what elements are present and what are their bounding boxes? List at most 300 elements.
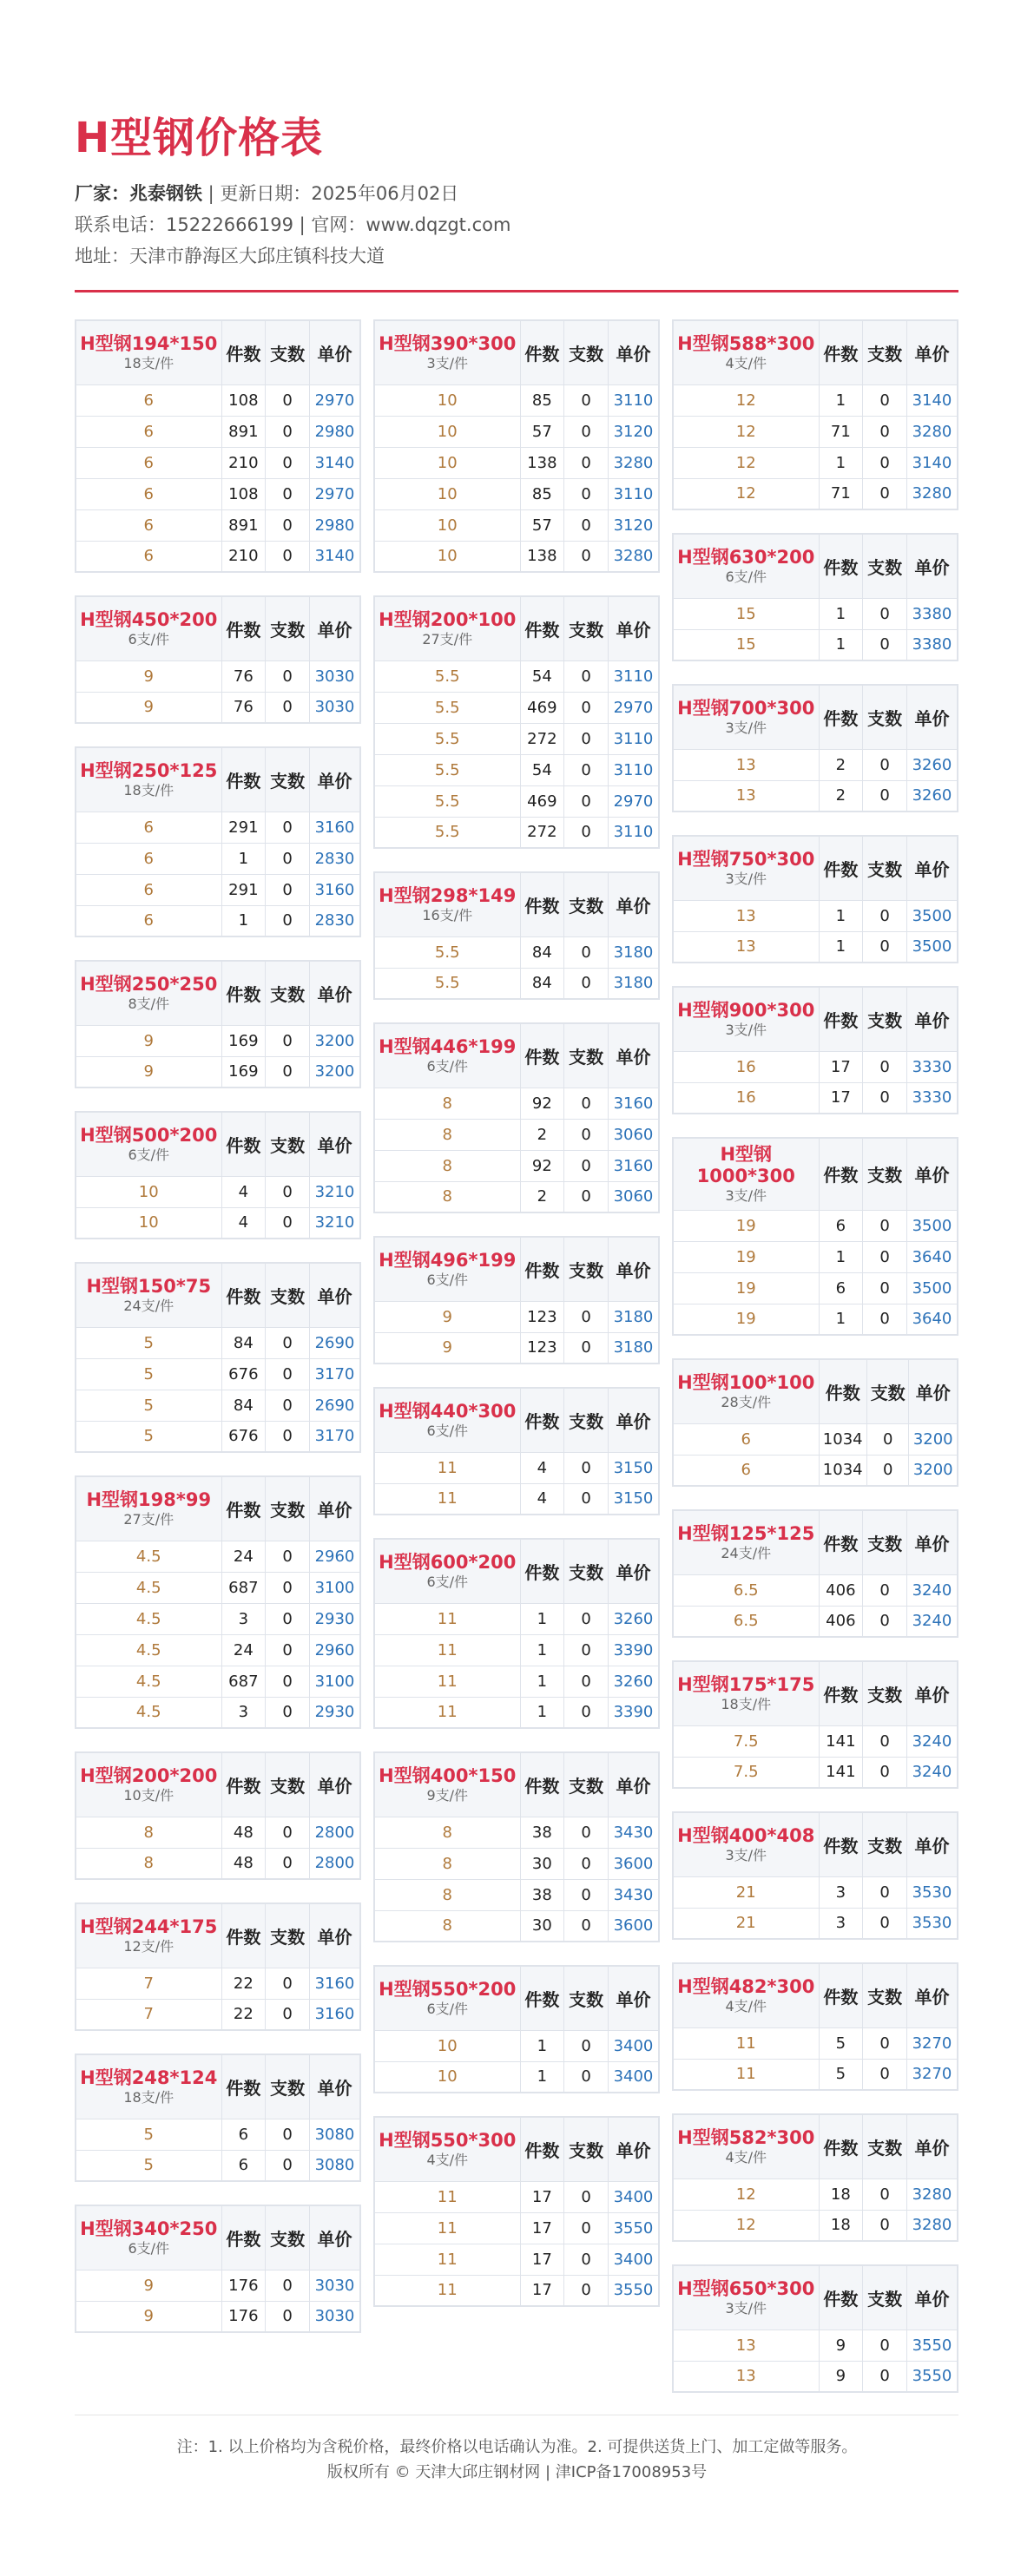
pieces-header: 支数 — [266, 747, 310, 812]
price-cell[interactable]: 3530 — [906, 1908, 958, 1939]
price-header: 单价 — [906, 1963, 958, 2027]
price-cell[interactable]: 3180 — [608, 1301, 659, 1332]
count-cell: 3 — [221, 1697, 266, 1728]
table-row — [76, 874, 360, 905]
price-cell[interactable]: 3140 — [906, 384, 958, 416]
price-cell[interactable]: 2970 — [309, 384, 360, 416]
price-cell[interactable]: 3330 — [906, 1082, 958, 1114]
pieces-cell: 0 — [266, 384, 310, 416]
count-cell: 6 — [819, 1210, 863, 1241]
pieces-cell: 0 — [564, 660, 609, 692]
price-cell[interactable]: 3160 — [608, 1088, 659, 1119]
price-cell[interactable]: 3400 — [608, 2030, 659, 2061]
pieces-cell: 0 — [266, 2270, 310, 2301]
price-cell[interactable]: 3390 — [608, 1697, 659, 1728]
table-row — [374, 1119, 659, 1150]
price-table — [373, 1751, 660, 1942]
price-cell[interactable]: 3400 — [608, 2061, 659, 2093]
table-row — [374, 2181, 659, 2212]
pieces-cell: 0 — [863, 447, 907, 478]
table-row — [673, 2330, 958, 2361]
table-header-row — [673, 2265, 958, 2330]
pieces-header: 支数 — [564, 1388, 609, 1452]
table-row — [673, 749, 958, 780]
count-cell: 1 — [520, 1697, 564, 1728]
price-cell[interactable]: 2800 — [309, 1817, 360, 1848]
price-table — [672, 986, 958, 1114]
price-cell[interactable]: 3160 — [309, 1999, 360, 2030]
table-row — [374, 2244, 659, 2275]
count-cell: 54 — [520, 754, 564, 785]
price-cell[interactable]: 3120 — [608, 416, 659, 447]
weight-cell: 8 — [374, 1088, 520, 1119]
count-cell: 5 — [819, 2059, 863, 2090]
pieces-cell: 0 — [266, 541, 310, 572]
price-table — [75, 1111, 361, 1239]
table-row — [76, 1358, 360, 1390]
pieces-cell: 0 — [266, 1572, 310, 1603]
table-row — [374, 785, 659, 817]
weight-cell: 5 — [76, 2119, 221, 2150]
table-row — [374, 936, 659, 968]
weight-cell: 8 — [374, 1817, 520, 1848]
price-cell[interactable]: 3400 — [608, 2181, 659, 2212]
pieces-cell: 0 — [266, 478, 310, 509]
table-row — [76, 692, 360, 723]
weight-cell: 13 — [673, 749, 819, 780]
product-header — [76, 2054, 221, 2119]
table-row — [673, 2361, 958, 2392]
count-header: 件数 — [520, 1237, 564, 1301]
pieces-header: 支数 — [266, 596, 310, 660]
pieces-cell: 0 — [564, 1301, 609, 1332]
price-cell[interactable]: 3140 — [906, 447, 958, 478]
pieces-header: 支数 — [266, 1903, 310, 1968]
price-cell[interactable]: 3210 — [309, 1207, 360, 1239]
table-row — [673, 2178, 958, 2210]
pieces-cell: 0 — [564, 2181, 609, 2212]
price-cell[interactable]: 3160 — [309, 1968, 360, 1999]
count-cell: 4 — [221, 1176, 266, 1207]
weight-cell: 19 — [673, 1210, 819, 1241]
price-cell[interactable]: 2960 — [309, 1634, 360, 1666]
table-row — [673, 2210, 958, 2241]
price-cell[interactable]: 3110 — [608, 817, 659, 848]
price-cell[interactable]: 3210 — [309, 1176, 360, 1207]
count-cell: 469 — [520, 785, 564, 817]
price-cell[interactable]: 3110 — [608, 478, 659, 509]
price-cell[interactable]: 3550 — [608, 2275, 659, 2306]
product-name: H型钢244*175 — [80, 1916, 218, 1938]
product-header — [374, 320, 520, 384]
price-cell[interactable]: 3280 — [906, 2210, 958, 2241]
count-cell: 1 — [819, 447, 863, 478]
table-header-row — [673, 1812, 958, 1876]
weight-cell: 5 — [76, 1358, 221, 1390]
price-cell[interactable]: 3330 — [906, 1051, 958, 1082]
count-cell: 84 — [221, 1327, 266, 1358]
count-cell: 2 — [520, 1181, 564, 1212]
product-name: H型钢1000*300 — [696, 1144, 795, 1187]
price-cell[interactable]: 3500 — [906, 931, 958, 963]
table-row — [76, 905, 360, 936]
weight-cell: 6 — [76, 541, 221, 572]
page-title: H型钢价格表 — [75, 114, 324, 162]
product-name: H型钢400*150 — [379, 1765, 517, 1787]
count-cell: 138 — [520, 541, 564, 572]
table-row — [673, 629, 958, 660]
pieces-cell: 0 — [863, 2210, 907, 2241]
price-table — [373, 595, 660, 849]
count-cell: 22 — [221, 1968, 266, 1999]
pieces-per-bundle: 6支/件 — [426, 1574, 469, 1591]
count-cell: 272 — [520, 817, 564, 848]
weight-cell: 5.5 — [374, 660, 520, 692]
product-header — [673, 1138, 819, 1210]
count-header: 件数 — [520, 1023, 564, 1088]
count-header: 件数 — [221, 596, 266, 660]
price-cell[interactable]: 3530 — [906, 1876, 958, 1908]
table-header-row — [76, 1903, 360, 1968]
weight-cell: 11 — [673, 2059, 819, 2090]
price-cell[interactable]: 3500 — [906, 1272, 958, 1304]
weight-cell: 5.5 — [374, 692, 520, 723]
price-cell[interactable]: 3240 — [906, 1757, 958, 1788]
price-cell[interactable]: 3240 — [906, 1606, 958, 1637]
price-cell[interactable]: 3280 — [906, 416, 958, 447]
price-header: 单价 — [608, 872, 659, 936]
price-cell[interactable]: 3240 — [906, 1574, 958, 1606]
pieces-cell: 0 — [863, 629, 907, 660]
weight-cell: 16 — [673, 1082, 819, 1114]
price-cell[interactable]: 2830 — [309, 843, 360, 874]
table-row — [374, 1332, 659, 1364]
price-cell[interactable]: 3140 — [309, 447, 360, 478]
product-name: H型钢200*200 — [80, 1765, 218, 1787]
price-cell[interactable]: 3110 — [608, 660, 659, 692]
weight-cell: 12 — [673, 2178, 819, 2210]
price-cell[interactable]: 3200 — [309, 1025, 360, 1056]
pieces-cell: 0 — [266, 812, 310, 843]
price-cell[interactable]: 3380 — [906, 629, 958, 660]
product-name: H型钢150*75 — [86, 1276, 212, 1298]
price-header: 单价 — [608, 1237, 659, 1301]
price-cell[interactable]: 3280 — [906, 478, 958, 509]
price-cell[interactable]: 3270 — [906, 2059, 958, 2090]
count-cell: 169 — [221, 1056, 266, 1088]
price-cell[interactable]: 2960 — [309, 1541, 360, 1572]
price-cell[interactable]: 3030 — [309, 2301, 360, 2332]
pieces-header: 支数 — [564, 320, 609, 384]
price-cell[interactable]: 3260 — [906, 749, 958, 780]
pieces-cell: 0 — [863, 749, 907, 780]
price-cell[interactable]: 3260 — [906, 780, 958, 812]
price-cell[interactable]: 2690 — [309, 1327, 360, 1358]
table-row — [673, 416, 958, 447]
pieces-per-bundle: 6支/件 — [426, 1058, 469, 1075]
table-header-row — [673, 1359, 958, 1423]
price-cell[interactable]: 2980 — [309, 416, 360, 447]
pieces-cell: 0 — [564, 1332, 609, 1364]
price-table — [672, 1962, 958, 2091]
price-cell[interactable]: 2930 — [309, 1697, 360, 1728]
price-cell[interactable]: 3080 — [309, 2150, 360, 2181]
count-header: 件数 — [819, 320, 863, 384]
price-cell[interactable]: 3380 — [906, 598, 958, 629]
price-cell[interactable]: 3280 — [906, 2178, 958, 2210]
weight-cell: 21 — [673, 1876, 819, 1908]
weight-cell: 10 — [374, 416, 520, 447]
price-cell[interactable]: 3110 — [608, 754, 659, 785]
table-row — [374, 2030, 659, 2061]
price-cell[interactable]: 3600 — [608, 1910, 659, 1942]
price-table — [75, 2054, 361, 2182]
price-cell[interactable]: 2970 — [309, 478, 360, 509]
price-cell[interactable]: 2800 — [309, 1848, 360, 1879]
price-cell[interactable]: 3140 — [309, 541, 360, 572]
pieces-header: 支数 — [863, 1510, 907, 1574]
table-row — [374, 754, 659, 785]
count-cell: 406 — [819, 1606, 863, 1637]
price-cell[interactable]: 3550 — [906, 2330, 958, 2361]
price-cell[interactable]: 3550 — [608, 2212, 659, 2244]
count-header: 件数 — [221, 320, 266, 384]
count-cell: 1 — [819, 931, 863, 963]
price-cell[interactable]: 3200 — [309, 1056, 360, 1088]
pieces-header: 支数 — [266, 2205, 310, 2270]
pieces-cell: 0 — [266, 2119, 310, 2150]
weight-cell: 8 — [374, 1181, 520, 1212]
pieces-cell: 0 — [266, 1603, 310, 1634]
table-row — [673, 1210, 958, 1241]
price-table — [75, 960, 361, 1088]
product-name: H型钢500*200 — [80, 1125, 218, 1147]
pieces-per-bundle: 6支/件 — [426, 1272, 469, 1289]
count-cell: 272 — [520, 723, 564, 754]
price-cell[interactable]: 3200 — [909, 1423, 958, 1455]
update-date: | 更新日期：2025年06月02日 — [202, 183, 459, 204]
price-header: 单价 — [608, 1752, 659, 1817]
table-header-row — [673, 1963, 958, 2027]
count-header: 件数 — [819, 685, 863, 749]
weight-cell: 11 — [374, 1483, 520, 1515]
price-cell[interactable]: 3060 — [608, 1119, 659, 1150]
table-row — [374, 541, 659, 572]
product-name: H型钢390*300 — [379, 333, 517, 355]
weight-cell: 12 — [673, 447, 819, 478]
price-cell[interactable]: 3500 — [906, 1210, 958, 1241]
pieces-cell: 0 — [863, 1606, 907, 1637]
price-cell[interactable]: 3160 — [309, 874, 360, 905]
weight-cell: 5.5 — [374, 723, 520, 754]
table-row — [76, 1541, 360, 1572]
price-header: 单价 — [906, 1812, 958, 1876]
pieces-cell: 0 — [866, 1423, 909, 1455]
table-row — [76, 1025, 360, 1056]
price-header: 单价 — [309, 596, 360, 660]
pieces-per-bundle: 4支/件 — [725, 2149, 767, 2166]
table-row — [374, 1910, 659, 1942]
price-cell[interactable]: 3160 — [608, 1150, 659, 1181]
pieces-cell: 0 — [266, 1358, 310, 1390]
price-cell[interactable]: 2970 — [608, 692, 659, 723]
pieces-header: 支数 — [564, 1539, 609, 1603]
table-header-row — [374, 320, 659, 384]
price-table — [373, 1965, 660, 2093]
product-name: H型钢700*300 — [677, 698, 815, 720]
price-table — [672, 2113, 958, 2242]
weight-cell: 5 — [76, 1390, 221, 1421]
weight-cell: 16 — [673, 1051, 819, 1082]
price-cell[interactable]: 3280 — [608, 541, 659, 572]
table-row — [76, 660, 360, 692]
pieces-cell: 0 — [564, 2061, 609, 2093]
pieces-per-bundle: 4支/件 — [426, 2152, 469, 2169]
pieces-cell: 0 — [266, 692, 310, 723]
weight-cell: 7.5 — [673, 1757, 819, 1788]
pieces-cell: 0 — [863, 2059, 907, 2090]
weight-cell: 10 — [76, 1207, 221, 1239]
price-cell[interactable]: 2980 — [309, 509, 360, 541]
price-cell[interactable]: 2830 — [309, 905, 360, 936]
table-row — [76, 812, 360, 843]
weight-cell: 19 — [673, 1304, 819, 1335]
weight-cell: 11 — [374, 1697, 520, 1728]
count-cell: 18 — [819, 2178, 863, 2210]
count-cell: 2 — [819, 749, 863, 780]
table-row — [673, 931, 958, 963]
pieces-cell: 0 — [863, 384, 907, 416]
product-name: H型钢200*100 — [379, 609, 517, 631]
price-cell[interactable]: 3150 — [608, 1452, 659, 1483]
price-header: 单价 — [906, 2265, 958, 2330]
price-cell[interactable]: 3240 — [906, 1725, 958, 1757]
table-row — [374, 509, 659, 541]
pieces-per-bundle: 4支/件 — [725, 1998, 767, 2015]
pieces-header: 支数 — [863, 1661, 907, 1725]
price-cell[interactable]: 3030 — [309, 660, 360, 692]
product-name: H型钢400*408 — [677, 1825, 815, 1847]
weight-cell: 5 — [76, 2150, 221, 2181]
count-header: 件数 — [221, 1903, 266, 1968]
count-cell: 1 — [819, 384, 863, 416]
table-row — [76, 1968, 360, 1999]
price-cell[interactable]: 3260 — [608, 1603, 659, 1634]
product-header — [673, 987, 819, 1051]
price-cell[interactable]: 3270 — [906, 2027, 958, 2059]
count-cell: 17 — [520, 2244, 564, 2275]
table-row — [76, 1999, 360, 2030]
price-cell[interactable]: 3170 — [309, 1421, 360, 1452]
count-cell: 141 — [819, 1757, 863, 1788]
price-cell[interactable]: 3180 — [608, 968, 659, 999]
product-header — [76, 961, 221, 1025]
table-row — [673, 2027, 958, 2059]
price-cell[interactable]: 3150 — [608, 1483, 659, 1515]
price-cell[interactable]: 3500 — [906, 900, 958, 931]
price-cell[interactable]: 3110 — [608, 723, 659, 754]
pieces-cell: 0 — [863, 1876, 907, 1908]
pieces-per-bundle: 24支/件 — [721, 1545, 772, 1562]
count-cell: 22 — [221, 1999, 266, 2030]
count-cell: 85 — [520, 478, 564, 509]
price-cell[interactable]: 3060 — [608, 1181, 659, 1212]
pieces-cell: 0 — [863, 1082, 907, 1114]
price-table — [75, 2205, 361, 2333]
table-row — [673, 384, 958, 416]
pieces-cell: 0 — [266, 1176, 310, 1207]
price-table — [672, 684, 958, 812]
table-row — [673, 2059, 958, 2090]
product-header — [673, 836, 819, 900]
product-header — [374, 2117, 520, 2181]
product-header — [76, 1903, 221, 1968]
price-cell[interactable]: 3100 — [309, 1666, 360, 1697]
pieces-cell: 0 — [863, 598, 907, 629]
price-cell[interactable]: 3200 — [909, 1455, 958, 1486]
table-row — [673, 478, 958, 509]
price-cell[interactable]: 3170 — [309, 1358, 360, 1390]
price-table — [75, 1475, 361, 1729]
count-cell: 92 — [520, 1150, 564, 1181]
table-row — [673, 1574, 958, 1606]
pieces-cell: 0 — [564, 754, 609, 785]
price-cell[interactable]: 3400 — [608, 2244, 659, 2275]
product-header — [76, 1112, 221, 1176]
price-cell[interactable]: 3430 — [608, 1817, 659, 1848]
price-cell[interactable]: 3640 — [906, 1241, 958, 1272]
price-cell[interactable]: 3080 — [309, 2119, 360, 2150]
price-cell[interactable]: 3550 — [906, 2361, 958, 2392]
count-cell: 3 — [819, 1908, 863, 1939]
price-header: 单价 — [309, 1476, 360, 1541]
price-cell[interactable]: 3030 — [309, 2270, 360, 2301]
price-cell[interactable]: 3110 — [608, 384, 659, 416]
table-header-row — [76, 1112, 360, 1176]
price-cell[interactable]: 3100 — [309, 1572, 360, 1603]
price-cell[interactable]: 3430 — [608, 1879, 659, 1910]
header-divider — [75, 290, 958, 292]
weight-cell: 6 — [76, 384, 221, 416]
count-cell: 71 — [819, 478, 863, 509]
price-cell[interactable]: 3600 — [608, 1848, 659, 1879]
price-cell[interactable]: 3280 — [608, 447, 659, 478]
count-cell: 3 — [819, 1876, 863, 1908]
price-cell[interactable]: 3030 — [309, 692, 360, 723]
price-cell[interactable]: 3120 — [608, 509, 659, 541]
product-name: H型钢250*125 — [80, 760, 218, 782]
price-cell[interactable]: 3160 — [309, 812, 360, 843]
count-cell: 1 — [520, 2061, 564, 2093]
price-cell[interactable]: 3260 — [608, 1666, 659, 1697]
price-cell[interactable]: 3640 — [906, 1304, 958, 1335]
price-cell[interactable]: 2970 — [608, 785, 659, 817]
pieces-cell: 0 — [266, 2150, 310, 2181]
price-cell[interactable]: 2930 — [309, 1603, 360, 1634]
price-cell[interactable]: 3180 — [608, 936, 659, 968]
pieces-per-bundle: 16支/件 — [422, 907, 473, 924]
price-cell[interactable]: 3180 — [608, 1332, 659, 1364]
price-cell[interactable]: 3390 — [608, 1634, 659, 1666]
weight-cell: 4.5 — [76, 1541, 221, 1572]
count-cell: 5 — [819, 2027, 863, 2059]
weight-cell: 8 — [374, 1879, 520, 1910]
count-cell: 84 — [520, 936, 564, 968]
price-cell[interactable]: 2690 — [309, 1390, 360, 1421]
weight-cell: 10 — [374, 2030, 520, 2061]
weight-cell: 10 — [76, 1176, 221, 1207]
pieces-header: 支数 — [266, 1112, 310, 1176]
